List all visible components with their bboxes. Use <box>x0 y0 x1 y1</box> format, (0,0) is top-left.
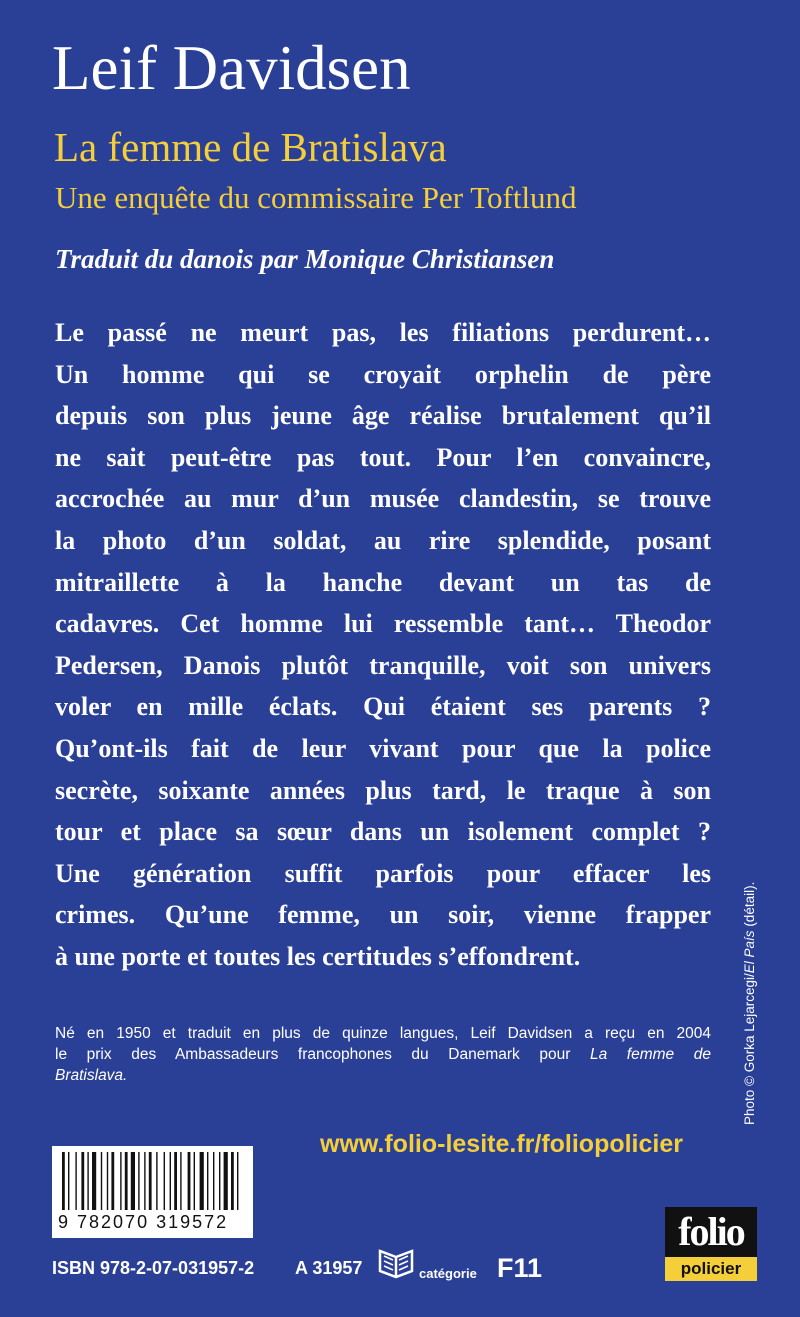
bio-text: le prix des Ambassadeurs francophones du Danemark pour <box>55 1046 590 1063</box>
bio-title-italic: La femme de <box>589 1046 711 1063</box>
logo-subtitle: policier <box>680 1259 742 1278</box>
blurb-line: secrète, soixante années plus tard, le traque à son <box>55 775 711 805</box>
blurb-line: Qu’ont-ils fait de leur vivant pour que la police <box>55 733 711 763</box>
author-name: Leif Davidsen <box>52 33 411 103</box>
blurb-line: Un homme qui se croyait orphelin de père <box>55 359 711 389</box>
barcode <box>52 1146 253 1238</box>
photo-credit <box>742 882 757 1125</box>
category-label: catégorie <box>419 1266 477 1281</box>
bio-line: Né en 1950 et traduit en plus de quinze langues, Leif Davidsen a reçu en 2004 <box>55 1025 711 1042</box>
category-code: F11 <box>497 1253 543 1283</box>
blurb-line: accrochée au mur d’un musée clandestin, se trouve <box>55 484 711 514</box>
barcode-bars <box>60 1152 246 1210</box>
blurb-line: à une porte et toutes les certitudes s’effondrent. <box>55 941 581 971</box>
open-book-icon <box>376 1247 416 1283</box>
blurb-line: la photo d’un soldat, au rire splendide, posant <box>55 525 711 555</box>
bio-line <box>55 1065 711 1086</box>
book-subtitle: Une enquête du commissaire Per Toftlund <box>55 180 577 215</box>
bio-title-italic: Bratislava. <box>55 1067 128 1084</box>
blurb-line: voler en mille éclats. Qui étaient ses parents ? <box>55 692 711 722</box>
folio-policier-logo <box>665 1207 757 1281</box>
catalog-code: A 31957 <box>295 1258 363 1278</box>
author-bio <box>55 1023 711 1086</box>
website-link[interactable]: www.folio-lesite.fr/foliopolicier <box>320 1130 683 1158</box>
blurb-line: depuis son plus jeune âge réalise brutalement qu’il <box>55 401 711 431</box>
blurb-line: ne sait peut-être pas tout. Pour l’en convaincre, <box>55 442 711 472</box>
blurb-line: mitraillette à la hanche devant un tas de <box>55 567 711 597</box>
credit-suffix: (détail). <box>742 881 757 931</box>
isbn: ISBN 978-2-07-031957-2 <box>52 1258 255 1278</box>
blurb-line: Pedersen, Danois plutôt tranquille, voit son univers <box>55 650 711 680</box>
credit-publication: El País <box>742 930 757 974</box>
blurb-line: Le passé ne meurt pas, les filiations perdurent… <box>55 318 711 347</box>
blurb-line: crimes. Qu’une femme, un soir, vienne frapper <box>55 900 711 930</box>
credit-prefix: Photo © Gorka Lejarcegi/ <box>742 973 757 1125</box>
translator-credit: Traduit du danois par Monique Christiansen <box>55 244 555 274</box>
book-title: La femme de Bratislava <box>54 124 447 170</box>
barcode-number: 9 782070 319572 <box>58 1212 229 1232</box>
blurb-line: Une génération suffit parfois pour effacer les <box>55 858 711 888</box>
blurb-line: tour et place sa sœur dans un isolement complet ? <box>55 817 711 847</box>
bio-line <box>55 1044 711 1065</box>
logo-word: folio <box>665 1207 757 1257</box>
blurb-line: cadavres. Cet homme lui ressemble tant… Theodor <box>55 609 711 639</box>
blurb <box>55 312 711 978</box>
